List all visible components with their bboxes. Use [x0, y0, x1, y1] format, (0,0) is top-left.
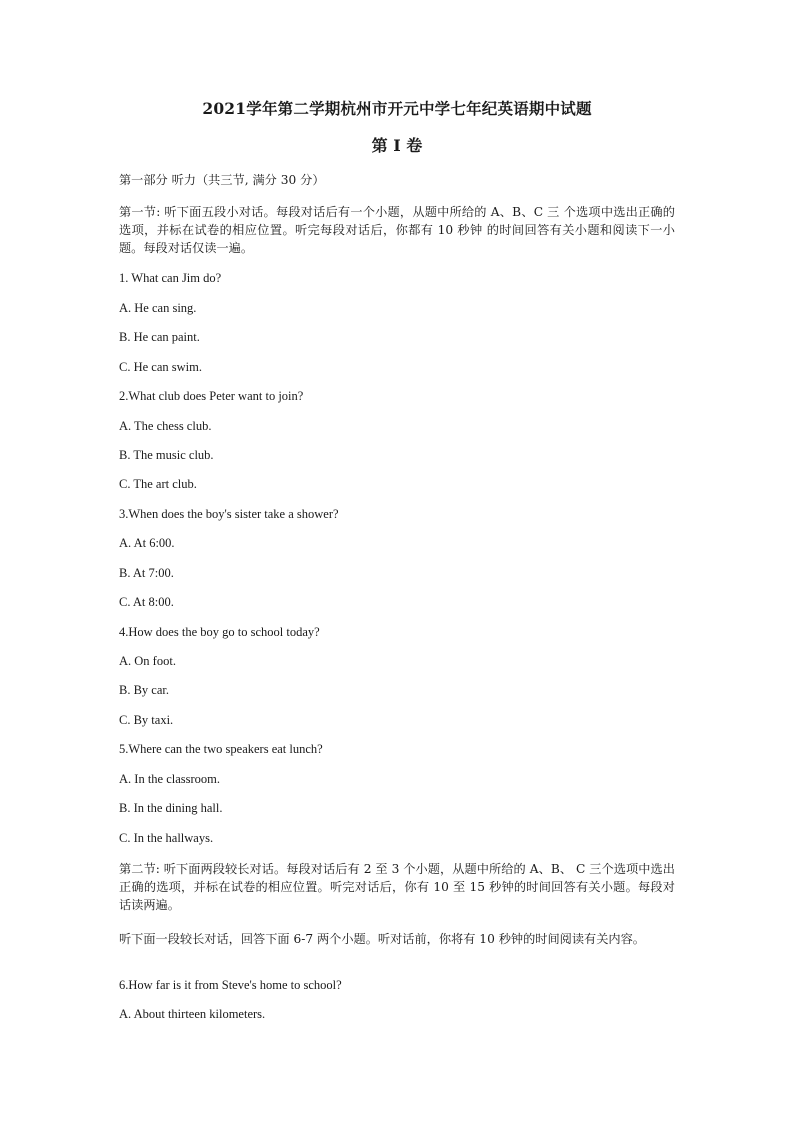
exam-title: 2021学年第二学期杭州市开元中学七年纪英语期中试题	[202, 99, 592, 118]
question-2-option-b: B. The music club.	[119, 448, 214, 462]
question-2-option-a: A. The chess club.	[119, 419, 212, 433]
section2-instructions: 第二节: 听下面两段较长对话。每段对话后有 2 至 3 个小题，从题中所给的 A、B、 C 三个选项中选出正确的选项，并标在试卷的相应位置。听完对话后，你有 10 至 15 秒钟的时间回答有关小题。每段对话读两遍。	[119, 862, 675, 912]
part1-heading: 第一部分 听力（共三节, 满分 30 分）	[119, 173, 325, 187]
question-1-option-c: C. He can swim.	[119, 360, 202, 374]
question-4-option-a: A. On foot.	[119, 654, 176, 668]
dialogue1-instructions: 听下面一段较长对话，回答下面 6-7 两个小题。听对话前，你将有 10 秒钟的时间阅读有关内容。	[119, 932, 645, 946]
question-5-option-a: A. In the classroom.	[119, 772, 221, 786]
question-3-option-a: A. At 6:00.	[119, 536, 175, 550]
question-1-option-b: B. He can paint.	[119, 330, 200, 344]
question-3-option-b: B. At 7:00.	[119, 566, 174, 580]
volume-heading: 第 I 卷	[371, 136, 423, 155]
question-6-stem: 6.How far is it from Steve's home to school?	[119, 978, 342, 992]
question-5-stem: 5.Where can the two speakers eat lunch?	[119, 742, 323, 756]
question-5-option-b: B. In the dining hall.	[119, 801, 223, 815]
question-3-stem: 3.When does the boy's sister take a shower?	[119, 507, 339, 521]
question-2-stem: 2.What club does Peter want to join?	[119, 389, 304, 403]
section1-instructions: 第一节: 听下面五段小对话。每段对话后有一个小题，从题中所给的 A、B、C 三 个选项中选出正确的选项，并标在试卷的相应位置。听完每段对话后，你都有 10 秒钟 的时间回答有关小题和阅读下一小题。每段对话仅读一遍。	[119, 205, 675, 255]
question-4-option-b: B. By car.	[119, 683, 169, 697]
question-5-option-c: C. In the hallways.	[119, 831, 214, 845]
question-4-option-c: C. By taxi.	[119, 713, 174, 727]
question-1-option-a: A. He can sing.	[119, 301, 197, 315]
question-4-stem: 4.How does the boy go to school today?	[119, 625, 320, 639]
question-2-option-c: C. The art club.	[119, 477, 197, 491]
question-6-option-a: A. About thirteen kilometers.	[119, 1007, 266, 1021]
question-1-stem: 1. What can Jim do?	[119, 271, 222, 285]
question-3-option-c: C. At 8:00.	[119, 595, 174, 609]
